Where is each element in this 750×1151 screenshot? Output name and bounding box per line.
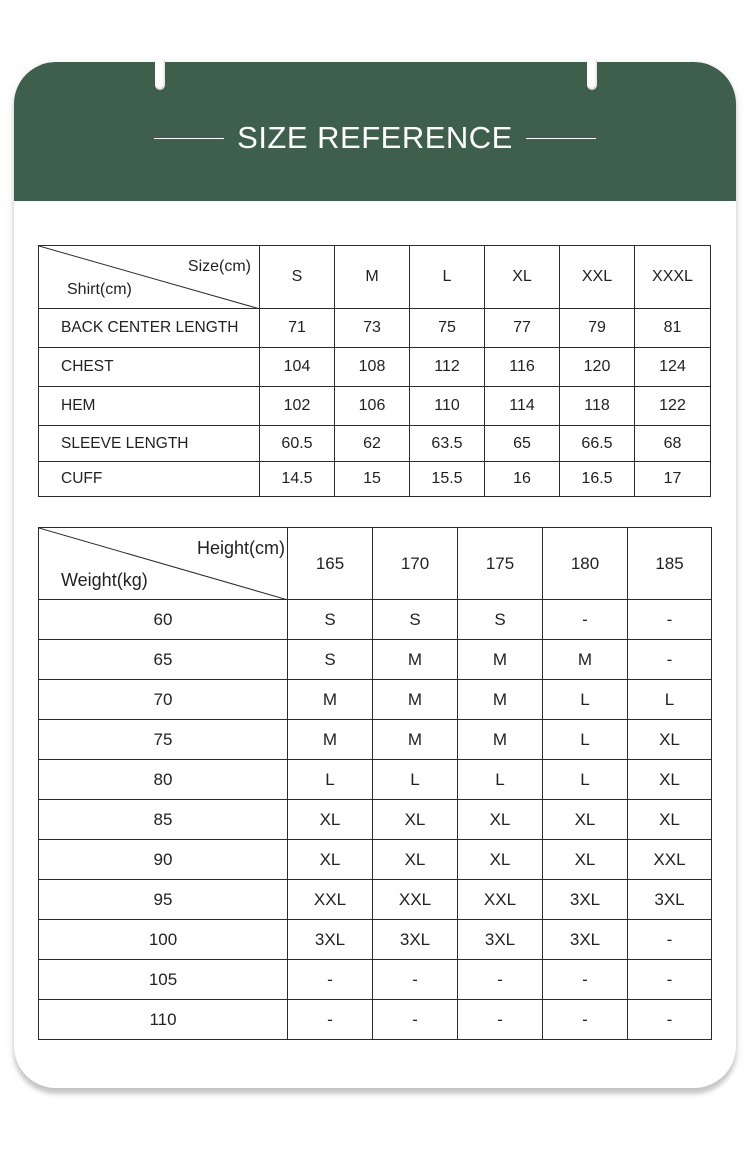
table-cell: 17 bbox=[635, 462, 711, 497]
table-row bbox=[39, 920, 712, 960]
weight-cell: 100 bbox=[39, 920, 288, 960]
size-cell: M bbox=[373, 720, 458, 760]
size-cell: 3XL bbox=[543, 880, 628, 920]
table-row bbox=[39, 600, 712, 640]
weight-cell: 60 bbox=[39, 600, 288, 640]
size-cell: - bbox=[373, 960, 458, 1000]
size-cell: XL bbox=[628, 800, 712, 840]
size-cell: L bbox=[543, 680, 628, 720]
row-label: HEM bbox=[39, 387, 260, 426]
size-cell: L bbox=[458, 760, 543, 800]
size-cell: - bbox=[288, 1000, 373, 1040]
size-cell: M bbox=[288, 680, 373, 720]
size-cell: - bbox=[373, 1000, 458, 1040]
table-cell: 122 bbox=[635, 387, 711, 426]
table-cell: 118 bbox=[560, 387, 635, 426]
shirt-measurement-table bbox=[38, 245, 711, 497]
corner-size-label: Size(cm) bbox=[187, 258, 251, 275]
table-cell: 104 bbox=[260, 348, 335, 387]
table-cell: 73 bbox=[335, 309, 410, 348]
size-header: XXXL bbox=[635, 246, 711, 309]
size-cell: M bbox=[373, 640, 458, 680]
table-cell: 16.5 bbox=[560, 462, 635, 497]
weight-cell: 80 bbox=[39, 760, 288, 800]
size-cell: - bbox=[628, 640, 712, 680]
size-cell: M bbox=[543, 640, 628, 680]
size-cell: - bbox=[628, 600, 712, 640]
table-row bbox=[39, 680, 712, 720]
size-cell: 3XL bbox=[458, 920, 543, 960]
weight-cell: 65 bbox=[39, 640, 288, 680]
weight-cell: 70 bbox=[39, 680, 288, 720]
row-label: BACK CENTER LENGTH bbox=[39, 309, 260, 348]
height-weight-fit-table bbox=[38, 527, 712, 1040]
size-header: S bbox=[260, 246, 335, 309]
size-cell: L bbox=[628, 680, 712, 720]
size-cell: L bbox=[543, 720, 628, 760]
table-cell: 120 bbox=[560, 348, 635, 387]
table-row bbox=[39, 640, 712, 680]
table-cell: 60.5 bbox=[260, 426, 335, 462]
table-cell: 124 bbox=[635, 348, 711, 387]
fit-header-row bbox=[39, 528, 712, 600]
size-cell: 3XL bbox=[628, 880, 712, 920]
left-hanger-clip bbox=[155, 60, 165, 90]
height-header: 175 bbox=[458, 528, 543, 600]
table-cell: 15 bbox=[335, 462, 410, 497]
table-cell: 102 bbox=[260, 387, 335, 426]
table-row bbox=[39, 760, 712, 800]
table-cell: 15.5 bbox=[410, 462, 485, 497]
size-header: L bbox=[410, 246, 485, 309]
title-left-line bbox=[154, 138, 224, 139]
table-row bbox=[39, 960, 712, 1000]
table-cell: 112 bbox=[410, 348, 485, 387]
size-cell: M bbox=[458, 720, 543, 760]
size-cell: XXL bbox=[373, 880, 458, 920]
size-cell: - bbox=[628, 960, 712, 1000]
size-cell: L bbox=[543, 760, 628, 800]
table-cell: 79 bbox=[560, 309, 635, 348]
table-row bbox=[39, 800, 712, 840]
table-cell: 16 bbox=[485, 462, 560, 497]
table-row bbox=[39, 880, 712, 920]
table-cell: 65 bbox=[485, 426, 560, 462]
size-cell: 3XL bbox=[373, 920, 458, 960]
size-cell: S bbox=[288, 640, 373, 680]
size-header: M bbox=[335, 246, 410, 309]
table-cell: 108 bbox=[335, 348, 410, 387]
size-cell: XL bbox=[373, 800, 458, 840]
table-cell: 110 bbox=[410, 387, 485, 426]
table-row bbox=[39, 720, 712, 760]
table-row bbox=[39, 1000, 712, 1040]
shirt-header-row bbox=[39, 246, 711, 309]
table-row bbox=[39, 426, 711, 462]
size-cell: L bbox=[288, 760, 373, 800]
size-cell: XL bbox=[628, 720, 712, 760]
diagonal-divider bbox=[39, 246, 260, 309]
size-cell: XXL bbox=[458, 880, 543, 920]
size-cell: S bbox=[458, 600, 543, 640]
height-header: 185 bbox=[628, 528, 712, 600]
size-cell: - bbox=[628, 920, 712, 960]
size-cell: M bbox=[458, 680, 543, 720]
right-hanger-clip bbox=[587, 60, 597, 90]
weight-cell: 95 bbox=[39, 880, 288, 920]
table-cell: 116 bbox=[485, 348, 560, 387]
height-header: 165 bbox=[288, 528, 373, 600]
size-cell: XL bbox=[373, 840, 458, 880]
size-cell: - bbox=[628, 1000, 712, 1040]
size-cell: XL bbox=[458, 800, 543, 840]
table-cell: 77 bbox=[485, 309, 560, 348]
table-row bbox=[39, 387, 711, 426]
size-cell: S bbox=[373, 600, 458, 640]
table-row bbox=[39, 840, 712, 880]
size-cell: XL bbox=[288, 840, 373, 880]
size-cell: XL bbox=[628, 760, 712, 800]
weight-cell: 85 bbox=[39, 800, 288, 840]
table-cell: 114 bbox=[485, 387, 560, 426]
row-label: CHEST bbox=[39, 348, 260, 387]
weight-cell: 90 bbox=[39, 840, 288, 880]
table-cell: 14.5 bbox=[260, 462, 335, 497]
size-cell: L bbox=[373, 760, 458, 800]
size-cell: 3XL bbox=[543, 920, 628, 960]
size-cell: XXL bbox=[288, 880, 373, 920]
size-cell: - bbox=[543, 960, 628, 1000]
row-label: CUFF bbox=[39, 462, 260, 497]
size-header: XXL bbox=[560, 246, 635, 309]
size-cell: - bbox=[288, 960, 373, 1000]
weight-cell: 105 bbox=[39, 960, 288, 1000]
title-right-line bbox=[526, 138, 596, 139]
fit-corner-cell bbox=[39, 528, 288, 600]
table-cell: 106 bbox=[335, 387, 410, 426]
table-row bbox=[39, 462, 711, 497]
table-cell: 68 bbox=[635, 426, 711, 462]
size-cell: XL bbox=[458, 840, 543, 880]
table-cell: 81 bbox=[635, 309, 711, 348]
table-cell: 62 bbox=[335, 426, 410, 462]
size-cell: M bbox=[458, 640, 543, 680]
page-title: SIZE REFERENCE bbox=[237, 120, 513, 155]
size-cell: - bbox=[458, 960, 543, 1000]
weight-cell: 110 bbox=[39, 1000, 288, 1040]
size-cell: - bbox=[458, 1000, 543, 1040]
corner-weight-label: Weight(kg) bbox=[61, 570, 148, 590]
row-label: SLEEVE LENGTH bbox=[39, 426, 260, 462]
size-cell: - bbox=[543, 1000, 628, 1040]
table-row bbox=[39, 309, 711, 348]
table-cell: 75 bbox=[410, 309, 485, 348]
size-cell: M bbox=[288, 720, 373, 760]
size-cell: S bbox=[288, 600, 373, 640]
size-cell: 3XL bbox=[288, 920, 373, 960]
size-cell: M bbox=[373, 680, 458, 720]
table-cell: 71 bbox=[260, 309, 335, 348]
table-cell: 63.5 bbox=[410, 426, 485, 462]
size-cell: XL bbox=[543, 800, 628, 840]
corner-height-label: Height(cm) bbox=[196, 538, 285, 558]
size-cell: XL bbox=[543, 840, 628, 880]
corner-shirt-label: Shirt(cm) bbox=[67, 281, 132, 298]
table-row bbox=[39, 348, 711, 387]
size-cell: - bbox=[543, 600, 628, 640]
size-cell: XXL bbox=[628, 840, 712, 880]
table-cell: 66.5 bbox=[560, 426, 635, 462]
size-cell: XL bbox=[288, 800, 373, 840]
height-header: 180 bbox=[543, 528, 628, 600]
weight-cell: 75 bbox=[39, 720, 288, 760]
shirt-corner-cell bbox=[39, 246, 260, 309]
size-header: XL bbox=[485, 246, 560, 309]
card-header bbox=[14, 62, 736, 201]
title-row bbox=[14, 116, 736, 160]
height-header: 170 bbox=[373, 528, 458, 600]
